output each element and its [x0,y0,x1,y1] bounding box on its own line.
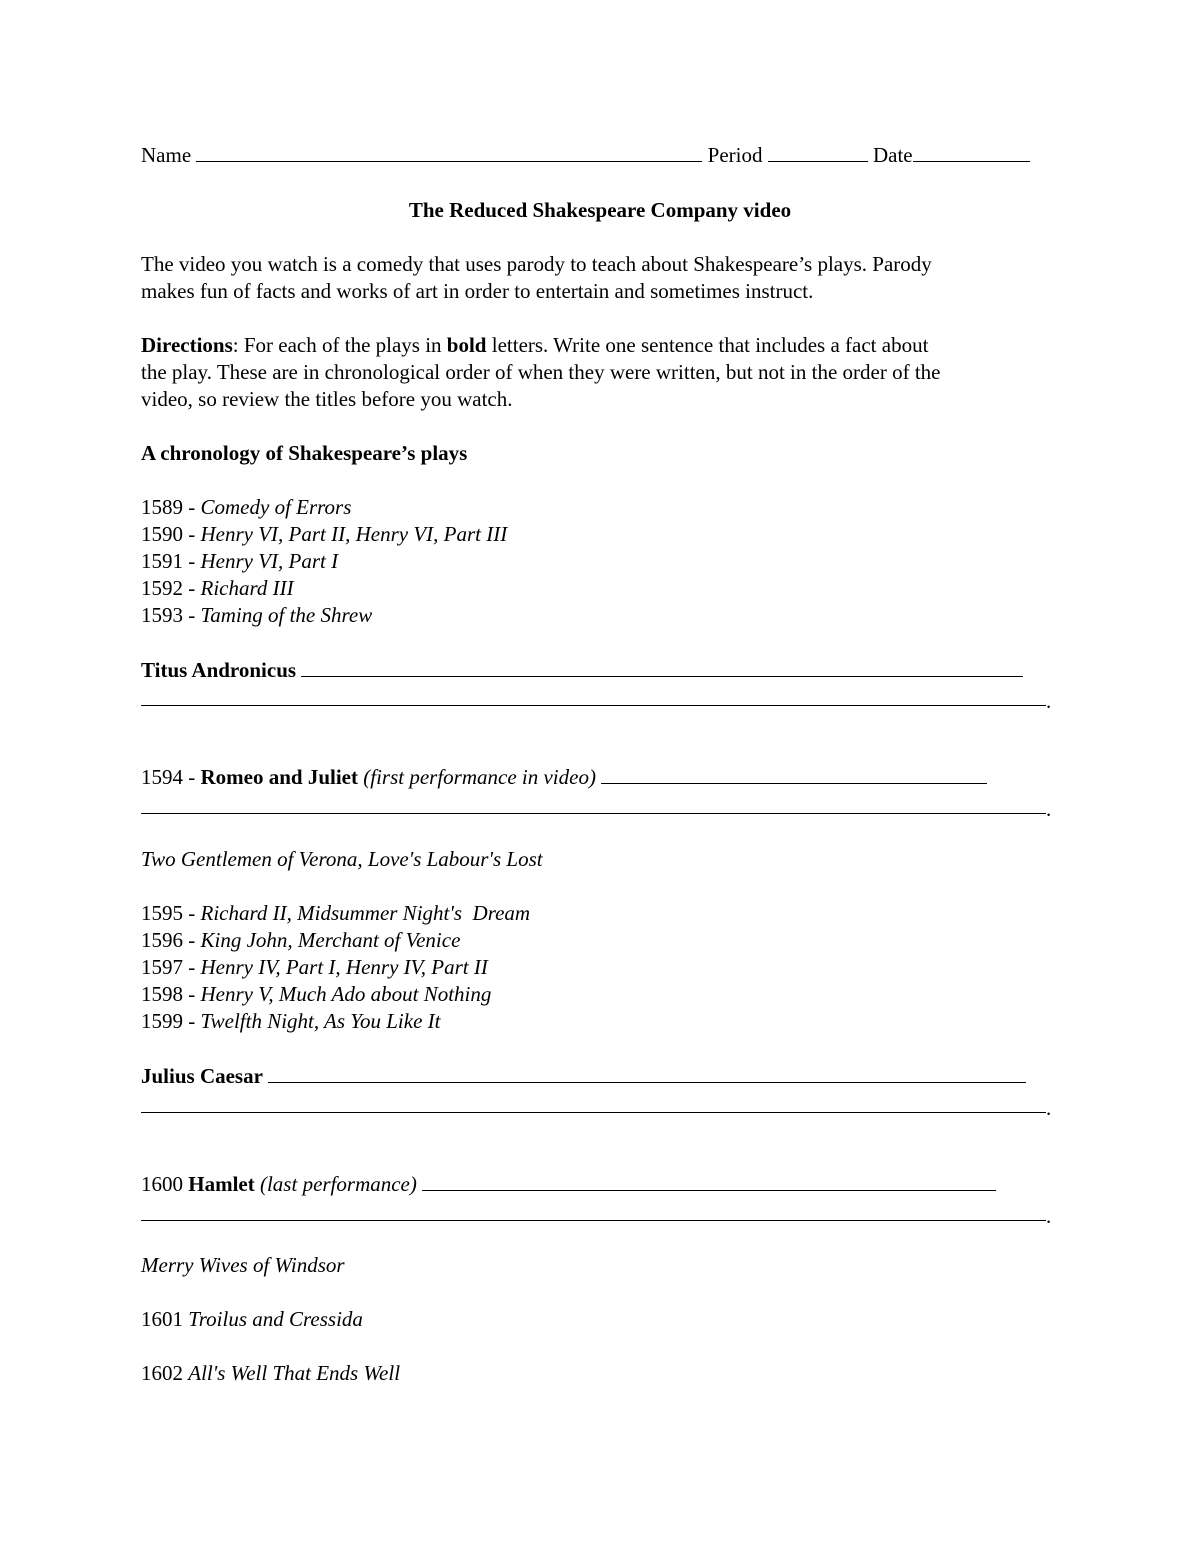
list-play: Henry VI, Part II, Henry VI, Part III [200,522,508,546]
list-play: Comedy of Errors [200,495,352,519]
julius-answer-line-2[interactable] [141,1112,1046,1113]
directions-text-a: : For each of the plays in [232,333,447,357]
list-play: Henry VI, Part I [200,549,339,573]
alls-well-year: 1602 [141,1361,189,1385]
hamlet-play: Hamlet [188,1172,255,1196]
hamlet-question [141,1171,996,1198]
julius-end-mark: . [1046,1096,1052,1120]
titus-end-mark: . [1046,689,1052,713]
titus-answer-line-2[interactable] [141,705,1046,706]
hamlet-answer-line-2[interactable] [141,1220,1046,1221]
romeo-end-mark: . [1046,797,1052,821]
list-item [141,1008,440,1035]
name-label: Name [141,143,192,167]
list-play: Richard II, Midsummer Night's Dream [200,901,531,925]
period-field[interactable] [768,143,868,162]
list-item [141,981,491,1008]
list-item [141,521,507,548]
romeo-note: (first performance in video) [363,765,596,789]
header-row [141,142,1030,169]
directions-label: Directions [141,333,233,357]
list-item [141,548,338,575]
hamlet-answer-line-1[interactable] [422,1172,996,1191]
list-year: 1592 - [141,576,201,600]
list-year: 1595 - [141,901,201,925]
list-play: Henry V, Much Ado about Nothing [200,982,492,1006]
list-item [141,602,372,629]
titus-answer-line-1[interactable] [301,658,1023,677]
list-year: 1593 - [141,603,201,627]
list-year: 1589 - [141,495,201,519]
intro-line-2: makes fun of facts and works of art in order to entertain and sometimes instruct. [141,279,814,303]
hamlet-note: (last performance) [259,1172,417,1196]
list-item [141,954,488,981]
troilus-item [141,1306,363,1333]
list-play: Richard III [200,576,294,600]
julius-question [141,1063,1026,1090]
alls-well-play: All's Well That Ends Well [188,1361,401,1385]
hamlet-end-mark: . [1046,1204,1052,1228]
directions-line-3: video, so review the titles before you watch. [141,387,513,411]
list-year: 1598 - [141,982,201,1006]
directions-bold-word: bold [446,333,487,357]
date-label: Date [872,143,913,167]
directions-line-1 [141,332,928,359]
list-play: Taming of the Shrew [200,603,373,627]
hamlet-year: 1600 [141,1172,189,1196]
list-play: Henry IV, Part I, Henry IV, Part II [200,955,488,979]
directions-text-b: letters. Write one sentence that includes a fact about [486,333,929,357]
titus-question [141,657,1023,684]
romeo-question [141,764,987,791]
page-title: The Reduced Shakespeare Company video [408,198,792,222]
chronology-heading: A chronology of Shakespeare’s plays [141,441,468,465]
list-year: 1599 - [141,1009,201,1033]
list-play: King John, Merchant of Venice [200,928,461,952]
list-item [141,575,294,602]
troilus-play: Troilus and Cressida [188,1307,363,1331]
titus-play: Titus Andronicus [141,658,297,682]
list-year: 1596 - [141,928,201,952]
list-item [141,927,460,954]
date-field[interactable] [913,143,1030,162]
romeo-answer-line-1[interactable] [601,765,987,784]
alls-well-item [141,1360,400,1387]
list-year: 1597 - [141,955,201,979]
list-year: 1590 - [141,522,201,546]
intro-line-1: The video you watch is a comedy that uses parody to teach about Shakespeare’s plays. Parody [141,252,932,276]
list-year: 1591 - [141,549,201,573]
two-gentlemen: Two Gentlemen of Verona, Love's Labour's Lost [141,847,543,871]
name-field[interactable] [196,143,702,162]
troilus-year: 1601 [141,1307,189,1331]
list-item [141,494,351,521]
period-label: Period [707,143,763,167]
list-play: Twelfth Night, As You Like It [200,1009,441,1033]
list-item [141,900,530,927]
merry-wives: Merry Wives of Windsor [141,1253,345,1277]
directions-line-2: the play. These are in chronological order of when they were written, but not in the order of the [141,360,941,384]
julius-answer-line-1[interactable] [268,1064,1026,1083]
julius-play: Julius Caesar [141,1064,263,1088]
romeo-play: Romeo and Juliet [200,765,358,789]
romeo-year: 1594 - [141,765,201,789]
romeo-answer-line-2[interactable] [141,813,1046,814]
